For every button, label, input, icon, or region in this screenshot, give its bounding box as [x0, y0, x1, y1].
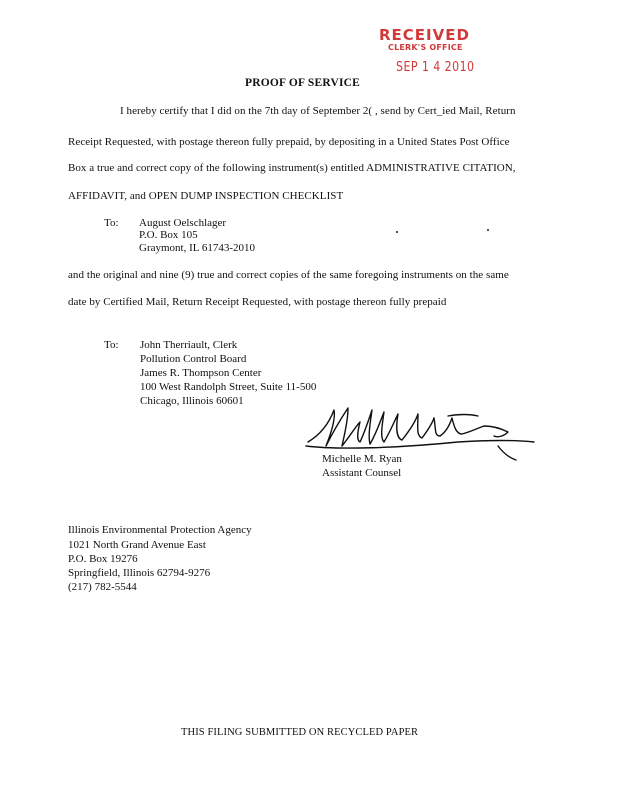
- scan-speck: [487, 229, 489, 231]
- originals-line-2: date by Certified Mail, Return Receipt Requested, with postage thereon fully prepaid: [68, 296, 447, 308]
- clerks-office-stamp: CLERK'S OFFICE: [388, 43, 463, 52]
- received-stamp: RECEIVED: [379, 26, 470, 44]
- clerk-building: James R. Thompson Center: [140, 367, 262, 379]
- page-title: PROOF OF SERVICE: [245, 77, 361, 89]
- certification-line-4: AFFIDAVIT, and OPEN DUMP INSPECTION CHECKLIST: [68, 190, 344, 202]
- scan-speck: [396, 231, 398, 233]
- recipient-to-label: To:: [104, 217, 119, 229]
- originals-line-1: and the original and nine (9) true and correct copies of the same foregoing instruments on the same: [68, 269, 509, 281]
- agency-street: 1021 North Grand Avenue East: [68, 539, 206, 551]
- agency-city: Springfield, Illinois 62794-9276: [68, 567, 211, 579]
- recycled-paper-footer: THIS FILING SUBMITTED ON RECYCLED PAPER: [181, 727, 419, 738]
- certification-line-3: Box a true and correct copy of the following instrument(s) entitled ADMINISTRATIVE CITATION,: [68, 162, 516, 174]
- clerk-board: Pollution Control Board: [140, 353, 247, 365]
- signer-position: Assistant Counsel: [322, 467, 402, 479]
- clerk-city: Chicago, Illinois 60601: [140, 395, 244, 407]
- recipient-name: August Oelschlager: [139, 217, 227, 229]
- agency-po-box: P.O. Box 19276: [68, 553, 138, 565]
- certification-line-1: I hereby certify that I did on the 7th day of September 2( , send by Cert_ied Mail, Return: [120, 105, 516, 117]
- agency-phone: (217) 782-5544: [68, 581, 137, 593]
- recipient-po-box: P.O. Box 105: [139, 229, 198, 241]
- clerk-name: John Therriault, Clerk: [140, 339, 238, 351]
- certification-line-2: Receipt Requested, with postage thereon fully prepaid, by depositing in a United States Post Office: [68, 136, 510, 148]
- signer-name: Michelle M. Ryan: [322, 453, 402, 465]
- clerk-street: 100 West Randolph Street, Suite 11-500: [140, 381, 317, 393]
- agency-name: Illinois Environmental Protection Agency: [68, 524, 252, 536]
- recipient-city: Graymont, IL 61743-2010: [139, 242, 255, 254]
- stamp-date: SEP 1 4 2010: [396, 60, 475, 75]
- signature-text: Michelle M. Ryan: [298, 396, 306, 397]
- clerk-to-label: To:: [104, 339, 119, 351]
